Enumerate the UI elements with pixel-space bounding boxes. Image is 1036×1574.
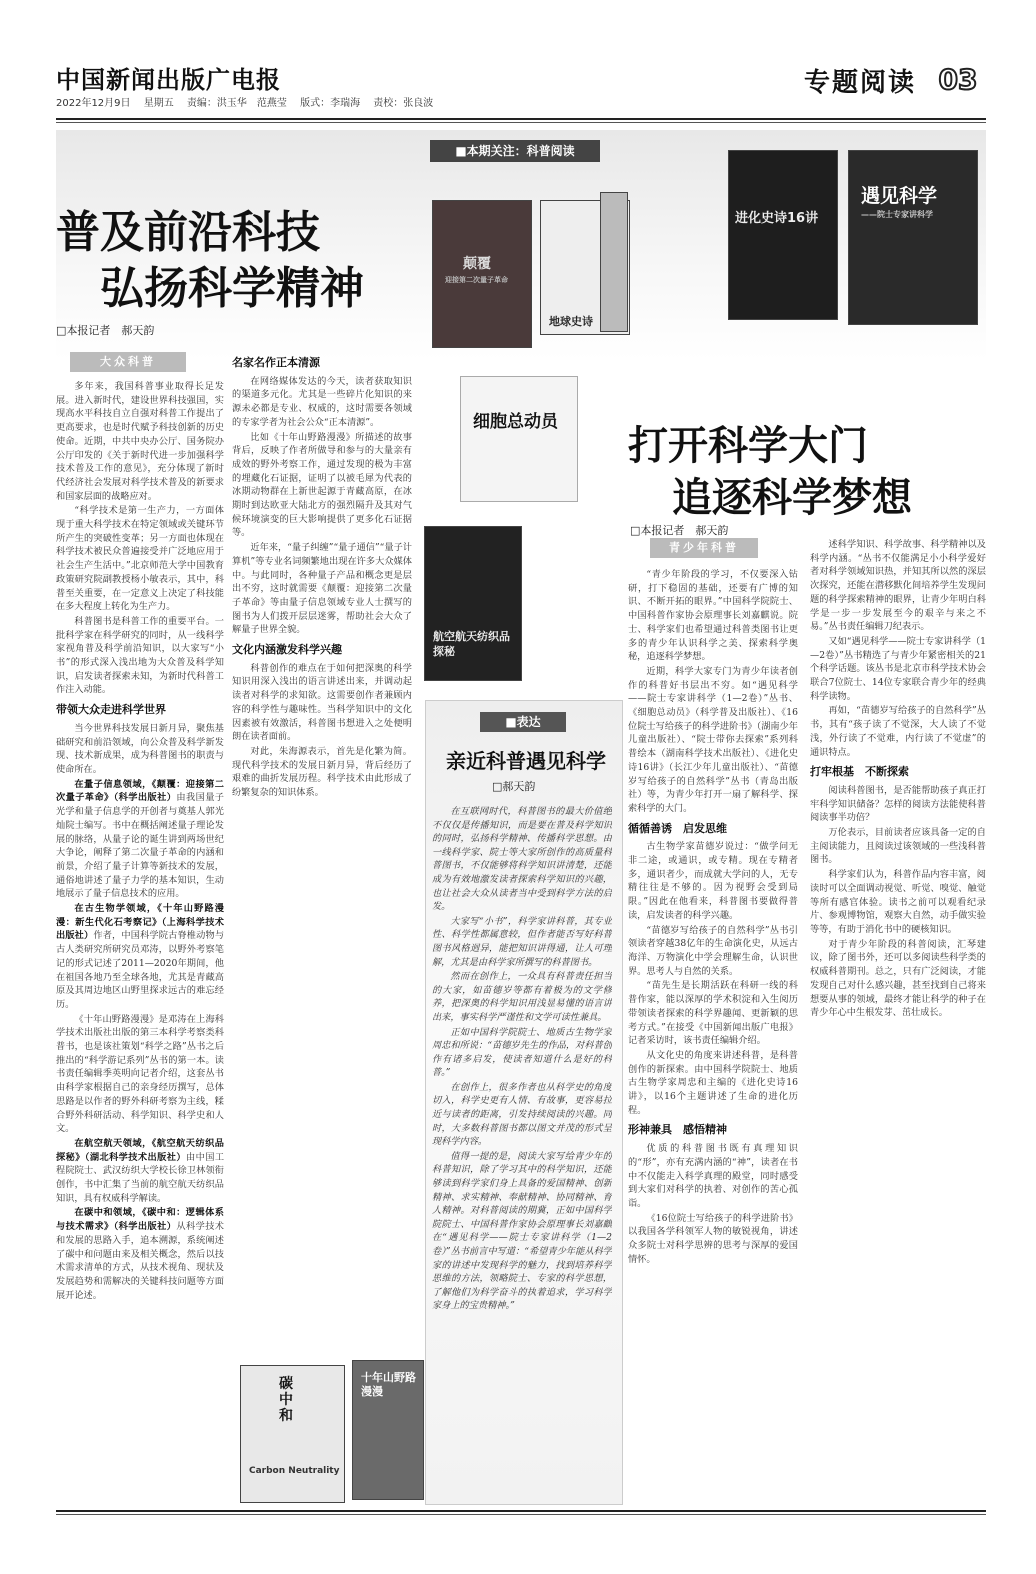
paragraph: 当今世界科技发展日新月异，聚焦基础研究和前沿领域，向公众普及科学新发现、技术新成果，成为科普图书的职责与使命所在。 [56, 722, 224, 775]
paragraph: “青少年阶段的学习，不仅要深入钻研，打下稳固的基础，还要有广博的知识、不断开拓的眼界。”中国科学院院士、中国科普作家协会原理事长刘嘉麒说。院士、科学家们也希望通过科普类图书让更多的青少年认识科学之美、探索科学奥秘，追逐科学梦想。 [628, 569, 798, 663]
book-reference: 在量子信息领域，《颠覆：迎接第二次量子革命》（科学出版社） [56, 778, 224, 804]
book-subtitle: ——院士专家讲科学 [861, 210, 933, 219]
article1-col1 [56, 380, 224, 1502]
article2-byline: □本报记者 郝天韵 [630, 524, 729, 537]
paragraph: 再如，“苗德岁写给孩子的自然科学”丛书，其有“孩子读了不觉深，大人读了不觉浅，外行读了不觉难，内行读了不觉虚”的通识特点。 [810, 705, 986, 758]
side-label: ■表达 [480, 712, 566, 732]
paragraph [56, 778, 224, 901]
book-reference: 在古生物学领域，《十年山野路漫漫：新生代化石考察记》（上海科学技术出版社） [56, 903, 224, 942]
paragraph: 述科学知识、科学故事、科学精神以及科学内涵。“丛书不仅能满足小小科学爱好者对科学领域知识热，并知其所以然的深层次探究，还能在潜移默化间培养学生发现问题的科学探索精神的眼界，让青少年明白科学是一步一步发展至今的艰辛与来之不易。”丛书责任编辑刀纪表示。 [810, 539, 986, 633]
layout-credit: 版式：李瑞海 [300, 98, 361, 109]
header-rule-thin [56, 122, 986, 123]
article1-byline: □本报记者 郝天韵 [56, 324, 155, 337]
paragraph: 科普图书是科普工作的重要平台。一批科学家在科学研究的同时，从一线科学家视角普及科学前沿知识，以大家写“小书”的形式深入浅出地为大众普及科学知识，启发读者探索未知，为新时代科普工作注入动能。 [56, 615, 224, 696]
article2-headline [628, 420, 988, 524]
side-column [432, 805, 612, 1495]
paragraph: 正如中国科学院院士、地质古生物学家周忠和所说：“苗德岁先生的作品，对科普创作有诸多启发，使读者知道什么是好的科普。” [432, 1026, 612, 1079]
paragraph [56, 902, 224, 1012]
side-byline: □郝天韵 [492, 780, 536, 793]
page-number: 03 [938, 63, 978, 96]
article1-headline [56, 205, 376, 317]
paragraph: 在互联网时代，科普图书的最大价值绝不仅仅是传播知识，而是要在普及科学知识的同时，弘扬科学精神、传播科学思想。由一线科学家、院士等大家所创作的高质量科普图书，不仅能够将科学知识讲清楚，还能成为有效地激发读者探索科学知识的兴趣，也让社会大众从读者当中受到科学方法的启发。 [432, 806, 612, 913]
article1-headline-line1: 普及前沿科技 [56, 207, 320, 258]
paragraph-text: 作者，中国科学院古脊椎动物与古人类研究所研究员邓涛，以野外考察笔记的形式记述了2011—2020年期间，他在祖国各地乃至全球各地，尤其是青藏高原及其周边地区山野里探求远古的难忘经历。 [56, 930, 224, 1010]
book-title: 十年山野路漫漫 [361, 1371, 416, 1398]
book-reference: 在航空航天领域，《航空航天纺织品探秘》（湖北科学技术出版社） [56, 1137, 224, 1163]
paragraph: 对于青少年阶段的科普阅读，汇琴建议，除了图书外，还可以多阅读些科学类的权威科普期刊。总之，只有广泛阅读，才能发现自己对什么感兴趣，甚至找到自己将来想要从事的领域，最终才能让科学的种子在青少年心中生根发芽、茁壮成长。 [810, 938, 986, 1019]
paragraph: 《十年山野路漫漫》是邓涛在上海科学技术出版社出版的第三本科学考察类科普书，也是该社策划“科学之路”丛书之后推出的“科学游记系列”丛书的第一本。读书责任编辑季英明向记者介绍，这套丛书由科学家根据自己的亲身经历撰写，总体思路是以作者的野外科研考察为主线，糅合野外科研活动、科学知识、科学史和人文。 [56, 1013, 224, 1135]
paragraph: 古生物学家苗德岁说过：“做学问无非二途，或通识，或专精。现在专精者多，通识者少，而成就大学问的人，无专精往往是不够的。因为视野会受到局限。”因此在他看来，科普图书要做得普读，启发读者的科学兴趣。 [628, 841, 798, 921]
paragraph: 《16位院士写给孩子的科学进阶书》以我国各学科领军人物的敏锐视角，讲述众多院士对科学思辨的思考与深厚的爱国情怀。 [628, 1212, 798, 1265]
paragraph: 阅读科普图书，是否能帮助孩子真正打牢科学知识储备？怎样的阅读方法能使科普阅读事半功倍？ [810, 784, 986, 824]
paragraph [56, 1137, 224, 1206]
issue-date: 2022年12月9日 [56, 98, 131, 109]
article2-subhead: 打牢根基 不断探索 [810, 765, 909, 779]
paragraph: 万伦表示，目前读者应该具备一定的自主阅读能力，且阅读过该领域的一些浅科普图书。 [810, 827, 986, 866]
masthead [56, 60, 986, 120]
book-cover-aerospace [424, 526, 522, 681]
paragraph: “科学技术是第一生产力，一方面体现于重大科学技术在特定领域或关键环节所产生的突破性变革；另一方面也体现在科学技术被民众普遍接受并广泛地应用于社会生产生活中。”北京师范大学中国教育政策研究院副教授杨小敏表示，其中，科普至关重要，在一定意义上决定了科技能在多大程度上转化为生产力。 [56, 505, 224, 613]
issue-weekday: 星期五 [143, 98, 174, 109]
paragraph-text: 由我国量子光学和量子信息学的开创者与奠基人郭光灿院士编写。书中在概括阐述量子理论发展的脉络，从量子论的诞生讲到两场世纪大争论，阐释了第二次量子革命的内涵和前景，介绍了量子计算等新技术的发展，通俗地讲述了量子力学的基本知识，生动地展示了量子信息技术的应用。 [56, 792, 224, 900]
book-subtitle-en: Carbon Neutrality [249, 1466, 340, 1476]
article1-headline-line2: 弘扬科学精神 [100, 263, 364, 314]
article2-headline-line2: 追逐科学梦想 [672, 474, 912, 521]
paragraph: 多年来，我国科普事业取得长足发展。进入新时代，建设世界科技强国，实现高水平科技自立自强对科普工作提出了更高要求，也是时代赋予科技创新的历史使命。近期，中共中央办公厅、国务院办公厅印发的《关于新时代进一步加强科学技术普及工作的意见》，充分体现了新时代经济社会发展对科学技术普及的新要求和国家层面的战略应对。 [56, 381, 224, 502]
book-cover-cell [460, 376, 578, 502]
book-title: 碳中和 [279, 1376, 293, 1424]
paragraph: “苗德岁写给孩子的自然科学”丛书引领读者穿越38亿年的生命演化史，从远古海洋、万物演化中学会理解生命，认识世界。思考人与自然的关系。 [628, 924, 798, 977]
book-title: 航空航天纺织品探秘 [433, 630, 510, 658]
footer-rule [56, 1510, 986, 1512]
paragraph-text: 从科学技术和发展的思路入手，追本溯源，系统阐述了碳中和问题由来及相关概念，然后以技术需求清单的方式，从技术视角、现状及发展趋势和需解决的关键科技问题等方面展开论述。 [56, 1221, 224, 1301]
article2-subhead: 循循善诱 启发思维 [628, 821, 727, 835]
paragraph: 科普创作的难点在于如何把深奥的科学知识用深入浅出的语言讲述出来，并调动起读者对科学的求知欲。这需要创作者兼顾内容的科学性与趣味性。当科学知识中的文化因素被有效激活，科普图书想进入之处便明朗在读者面前。 [232, 662, 412, 743]
issue-meta [56, 94, 433, 109]
paragraph: 在网络媒体发达的今天，读者获取知识的渠道多元化。尤其是一些碎片化知识的来源未必都是专业、权威的，这时需要各领域的专家学者为社会公众“正本清源”。 [232, 375, 412, 428]
book-title: 遇见科学 [861, 185, 938, 207]
header-rule [56, 118, 986, 120]
article2-col1 [628, 568, 798, 1502]
book-cover-dianfu [432, 200, 532, 348]
focus-label: ■本期关注：科普阅读 [430, 140, 600, 162]
paragraph: 值得一提的是，阅读大家写给青少年的科普知识，除了学习其中的科学知识，还能够读到科学家们身上具备的爱国精神、创新精神、求实精神、奉献精神、协同精神、育人精神。对科普阅读的期冀，正如中国科学院院士、中国科普作家协会原理事长刘嘉麒在“遇见科学——院士专家讲科学（1—2卷）”丛书前言中写道：“希望青少年能从科学家的讲述中发现科学的魅力，找到培养科学思维的方法，领略院士、专家的科学思想，了解他们为科学奋斗的执着追求，学习科学家身上的宝贵精神。” [432, 1150, 612, 1312]
paper-name: 中国新闻出版广电报 [56, 65, 281, 94]
book-cover-meet-science [848, 150, 978, 325]
article1-subhead: 带领大众走进科学世界 [56, 703, 166, 717]
paragraph: 然而在创作上，一众具有科普责任担当的大家，如苗德岁等都有着极为的文学修养，把深奥的科学知识用浅显易懂的语言讲出来，事实科学严谨性和文学可读性兼具。 [432, 971, 612, 1023]
book-title: 颠覆 [463, 256, 491, 272]
paragraph [56, 1206, 224, 1302]
paragraph-text: 由中国工程院院士、武汉纺织大学校长徐卫林领衔创作，书中汇集了当前的航空航天纺织品知识，具有权威科学解读。 [56, 1151, 224, 1204]
paragraph: 近年来，“量子纠缠”“量子通信”“量子计算机”等专业名词频繁地出现在许多大众媒体中。与此同时，各种量子产品和概念更是层出不穷，这时就需要《颠覆：迎接第二次量子革命》等由量子信息领域专业人士撰写的图书为人们拨开层层迷雾，帮助社会大众了解量子世界全貌。 [232, 542, 412, 636]
paragraph: 比如《十年山野路漫漫》所描述的故事背后，反映了作者所做导和参与的大量亲有成效的野外考察工作，通过发现的极为丰富的埋藏化石证据，证明了以被毛犀为代表的冰期动物群在上新世起源于青藏高原，在冰期时到达欧亚大陆北方的强烈隔升及其对气候环境演变的巨大影响提供了更多化石证据等。 [232, 431, 412, 539]
paragraph: 大家写“小书”，科学家讲科普，其专业性、科学性都属意较，但作者能否写好科普图书风格迥异，能把知识讲得通，让人可理解，尤其是由科学家所撰写的科普图书。 [432, 915, 612, 968]
article2-subhead: 形神兼具 感悟精神 [628, 1123, 727, 1137]
paragraph: 近期，科学大家专门为青少年读者创作的科普好书层出不穷。如“遇见科学——院士专家讲科学（1—2卷）”丛书、《细胞总动员》（科学普及出版社）、《16位院士写给孩子的科学进阶书》（湖南少年儿童出版社）、“院士带你去探索”系列科普绘本（湖南科学技术出版社）、《进化史诗16讲》（长江少年儿童出版社）、“苗德岁写给孩子的自然科学”丛书（青岛出版社）等，为青少年打开一扇了解科学、探索科学的大门。 [628, 665, 798, 814]
book-title: 地球史诗 [549, 315, 593, 328]
paragraph: 又如“遇见科学——院士专家讲科学（1—2卷）”丛书精选了与青少年紧密相关的21个科学话题。该丛书是北京市科学技术协会联合7位院士、14位专家联合青少年的经典科学读物。 [810, 635, 986, 702]
section-title: 专题阅读 [803, 68, 916, 98]
side-title: 亲近科普遇见科学 [446, 749, 606, 773]
paragraph: 优质的科普图书既有真理知识的“形”，亦有充满内涵的“神”，读者在书中不仅能走入科学真理的殿堂，同时感受到大家们对科学的执着、对创作的苦心孤诣。 [628, 1143, 798, 1209]
article1-tag: 大众科普 [70, 352, 186, 372]
article1-subhead: 文化内涵激发科学兴趣 [232, 643, 342, 657]
book-title: 细胞总动员 [473, 412, 558, 432]
paragraph: 从文化史的角度来讲述科普，是科普创作的新探索。由中国科学院院士、地质古生物学家周忠和主编的《进化史诗16讲》，以16个主题讲述了生命的进化历程。 [628, 1049, 798, 1116]
article2-tag: 青少年科普 [650, 538, 758, 558]
paragraph: 对此，朱海源表示，首先是化繁为简。现代科学技术的发展日新月异，背后经历了艰难的曲折发展历程。科学技术由此形成了纷繁复杂的知识体系。 [232, 745, 412, 799]
book-cover-evolution-16 [728, 150, 838, 320]
article2-headline-line1: 打开科学大门 [628, 422, 868, 469]
article2-col2 [810, 538, 986, 1502]
book-subtitle: 迎接第二次量子革命 [445, 276, 508, 284]
paragraph: 在创作上，很多作者也从科学史的角度切入，科学史更有人情、有故事，更容易拉近与读者的距离，引发持续阅读的兴趣。同时，大多数科普图书都以图文并茂的形式呈现科学内容。 [432, 1081, 612, 1148]
book-cover-mountains [352, 1360, 424, 1500]
editor-credit: 责编：洪玉华 范燕莹 [186, 98, 287, 109]
book-spines [600, 192, 628, 332]
paragraph: “苗先生是长期活跃在科研一线的科普作家，能以深厚的学术积淀和入生阅历带领读者探索的科学界趣闻、更新颖的思考方式。”在接受《中国新闻出版广电报》记者采访时，该书责任编辑介绍。 [628, 980, 798, 1047]
book-cover-carbon-neutrality [240, 1365, 345, 1503]
book-reference: 在碳中和领域，《碳中和：逻辑体系与技术需求》（科学出版社） [56, 1207, 224, 1233]
footer-rule-thin [56, 1514, 986, 1515]
paragraph: 科学家们认为，科普作品内容丰富，阅读时可以全面调动视觉、听觉、嗅觉、触觉等所有感官体验。读书之前可以观看纪录片、参观博物馆，观察大自然，动手做实验等等，有助于消化书中的硬核知识。 [810, 869, 986, 935]
article1-subhead: 名家名作正本清源 [232, 356, 320, 369]
book-title: 进化史诗16讲 [735, 211, 819, 226]
proof-credit: 责校：张良波 [373, 98, 434, 109]
article1-col2 [232, 350, 412, 1350]
